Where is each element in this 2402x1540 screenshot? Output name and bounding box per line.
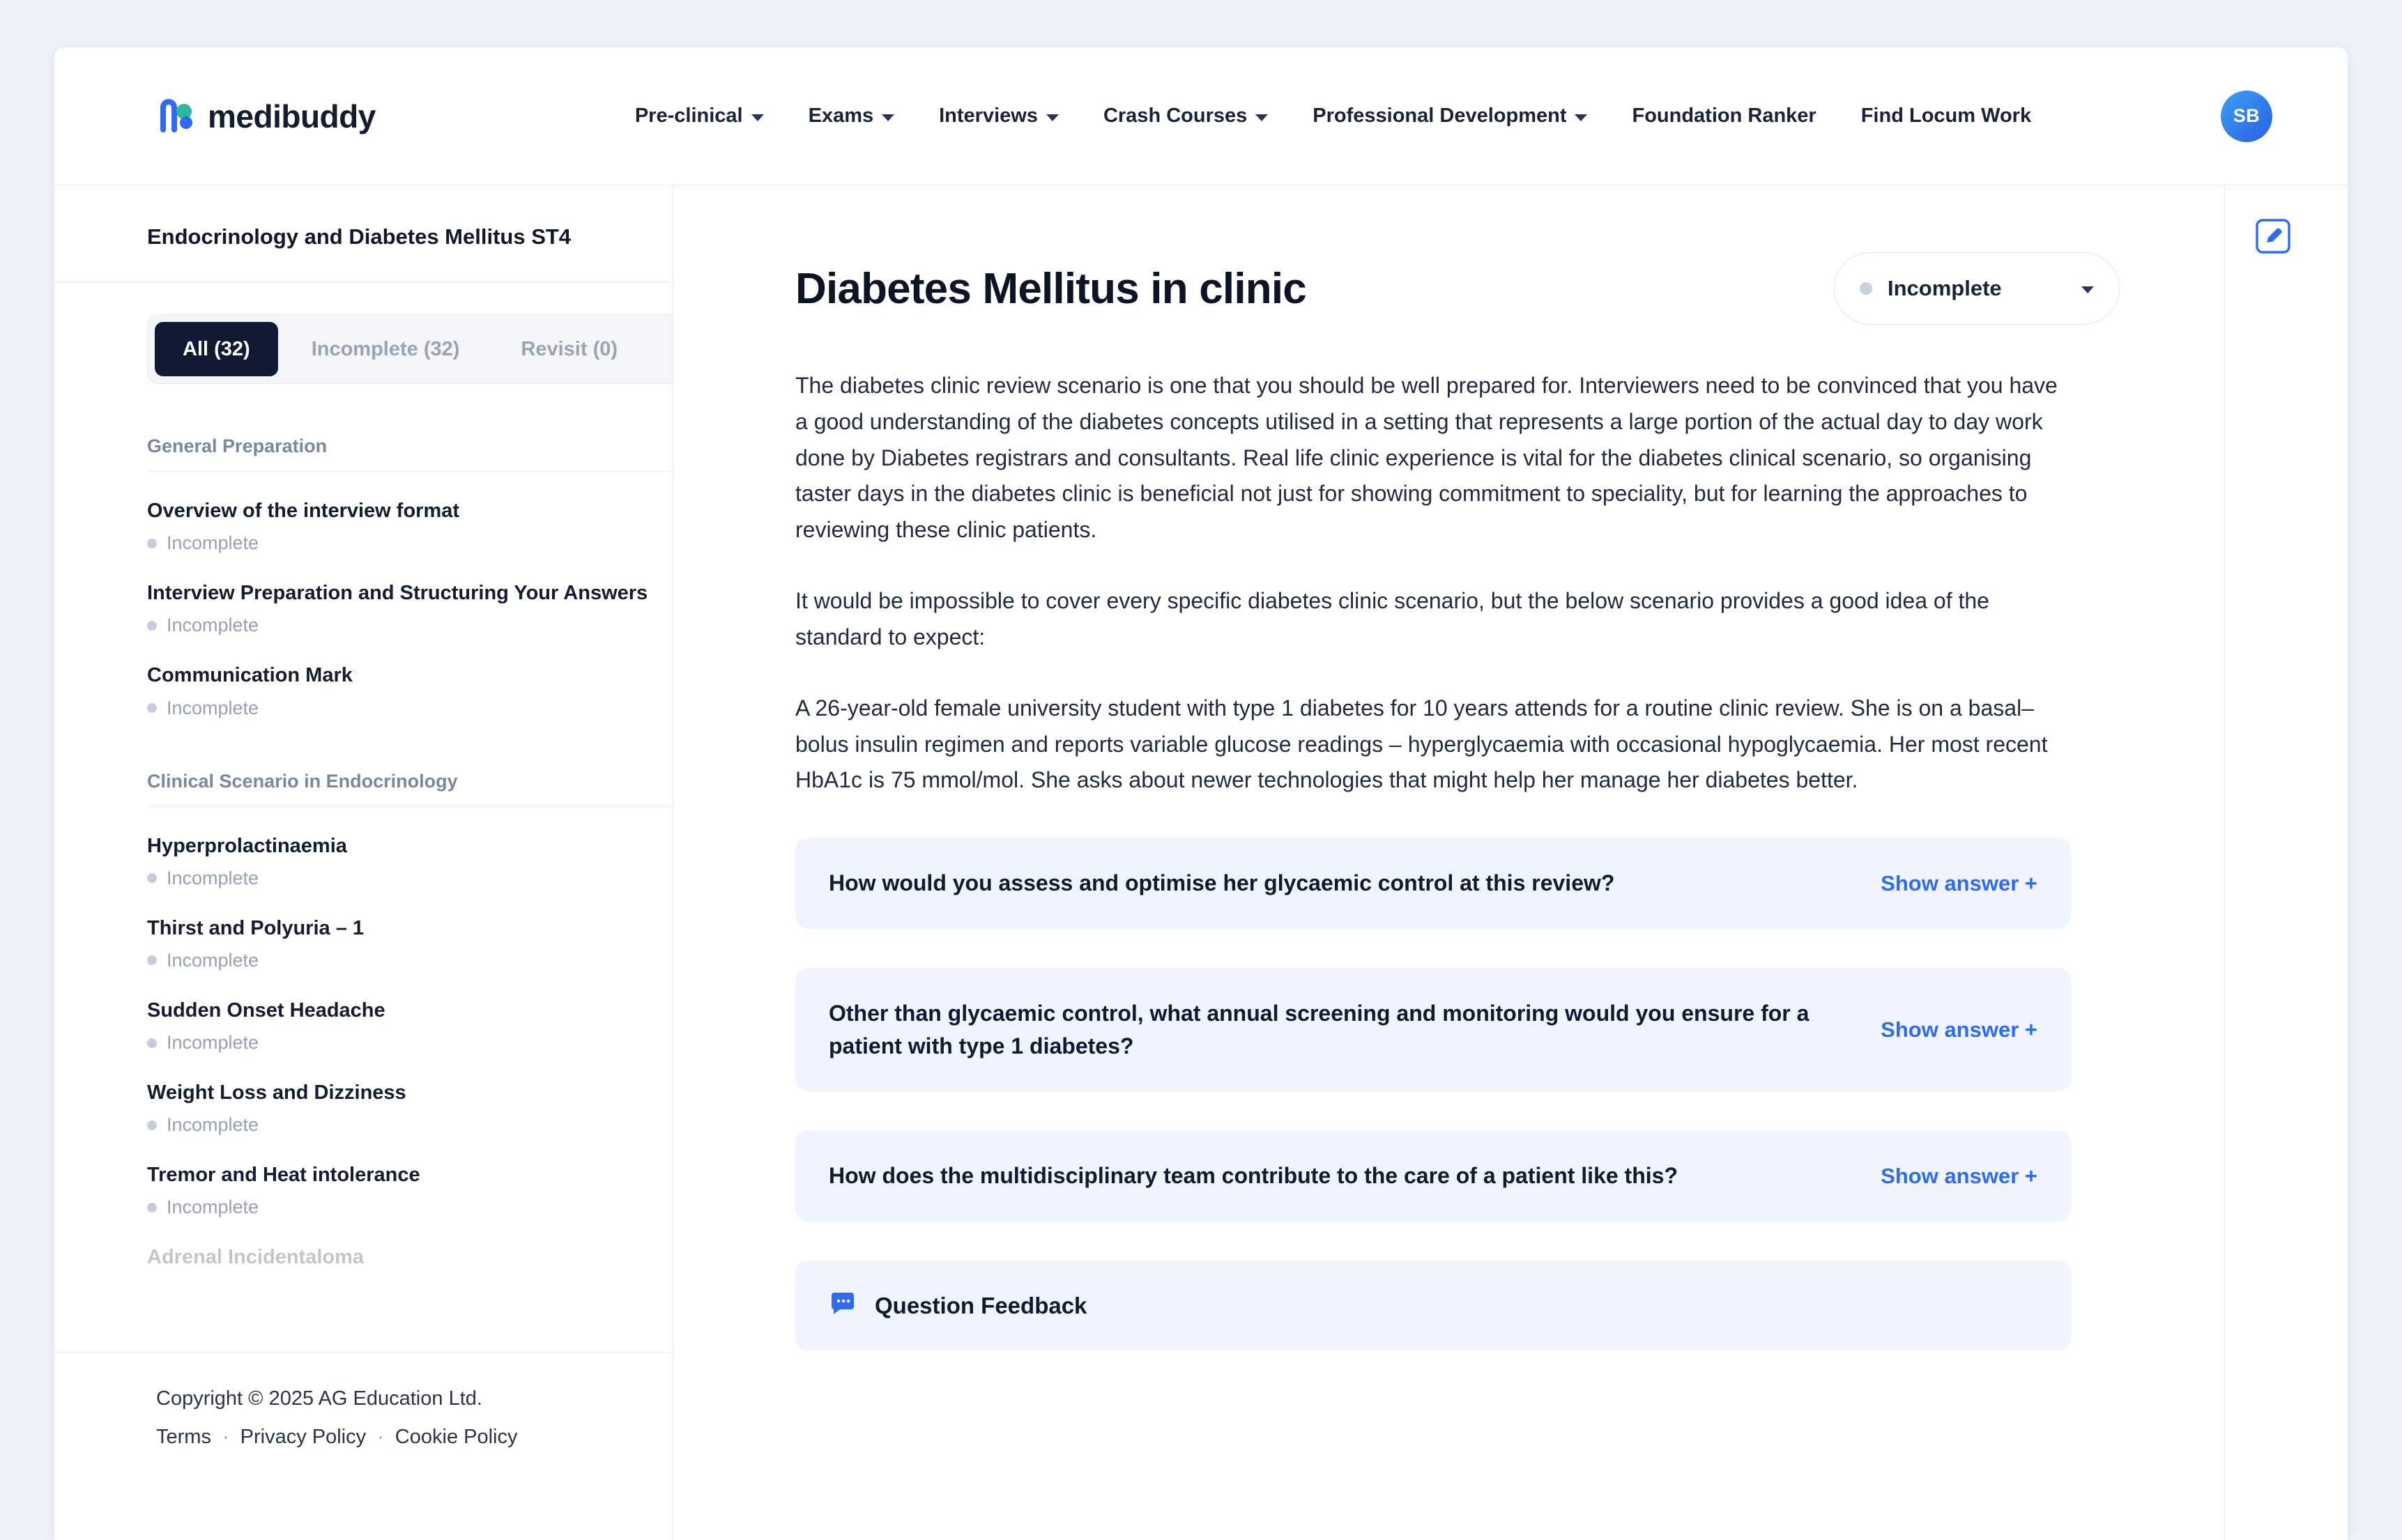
list-item[interactable] bbox=[147, 832, 673, 889]
status-badge bbox=[147, 532, 673, 554]
show-answer-button[interactable]: Show answer + bbox=[1881, 1163, 2037, 1188]
link-terms[interactable]: Terms bbox=[156, 1426, 211, 1448]
medibuddy-logo-icon bbox=[159, 98, 197, 135]
body-paragraph: It would be impossible to cover every specific diabetes clinic scenario, but the below scenario provides a good idea of the standard to expect: bbox=[795, 588, 1989, 649]
status-dot-icon bbox=[147, 1121, 157, 1130]
status-dot-icon bbox=[147, 873, 157, 883]
sidebar-topic-list[interactable] bbox=[54, 282, 673, 1352]
question-feedback-card[interactable] bbox=[795, 1261, 2071, 1350]
nav-label: Foundation Ranker bbox=[1632, 105, 1816, 127]
status-dot-icon bbox=[147, 703, 157, 713]
topic-title: Adrenal Incidentaloma bbox=[147, 1246, 365, 1269]
status-dot-icon bbox=[147, 621, 157, 631]
copyright-text: Copyright © 2025 AG Education Ltd. bbox=[156, 1387, 482, 1410]
topic-title: Hyperprolactinaemia bbox=[147, 834, 347, 857]
page-body bbox=[54, 185, 2348, 1540]
status-dot-icon bbox=[1860, 282, 1872, 295]
status-label: Incomplete bbox=[167, 615, 259, 636]
list-item[interactable] bbox=[147, 914, 673, 971]
right-rail bbox=[2225, 185, 2348, 1540]
chevron-down-icon bbox=[2081, 286, 2094, 293]
nav-item-find-locum-work[interactable] bbox=[1839, 105, 2053, 128]
nav-label: Professional Development bbox=[1313, 105, 1567, 127]
nav-label: Exams bbox=[808, 105, 874, 127]
status-dot-icon bbox=[147, 539, 157, 548]
list-item[interactable] bbox=[147, 497, 673, 554]
status-label: Incomplete bbox=[167, 1196, 259, 1218]
status-dot-icon bbox=[147, 955, 157, 965]
status-label: Incomplete bbox=[167, 532, 259, 554]
nav-item-interviews[interactable] bbox=[917, 105, 1081, 128]
comment-icon bbox=[829, 1290, 857, 1321]
nav-item-crash-courses[interactable] bbox=[1081, 105, 1290, 128]
brand-logo[interactable] bbox=[159, 98, 376, 135]
question-card[interactable] bbox=[795, 838, 2071, 929]
list-item[interactable] bbox=[147, 1161, 673, 1218]
question-feedback-label: Question Feedback bbox=[875, 1292, 1087, 1318]
topic-title: Thirst and Polyuria – 1 bbox=[147, 916, 365, 939]
sidebar-footer bbox=[54, 1352, 673, 1540]
chevron-down-icon bbox=[1575, 114, 1587, 121]
sidebar-course-title: Endocrinology and Diabetes Mellitus ST4 bbox=[54, 185, 673, 282]
nav-item-foundation-ranker[interactable] bbox=[1609, 105, 1838, 128]
list-item[interactable] bbox=[147, 1243, 673, 1272]
main-content bbox=[673, 185, 2225, 1540]
question-card[interactable] bbox=[795, 1130, 2071, 1222]
status-label: Incomplete bbox=[167, 1032, 259, 1054]
question-card[interactable] bbox=[795, 968, 2071, 1091]
group-label-general-preparation: General Preparation bbox=[147, 436, 673, 472]
body-paragraph: A 26-year-old female university student with type 1 diabetes for 10 years attends for a routine clinic review. She is on a basal–bolus insulin regimen and reports variable glucose readings – hyperglycaemia with occasional hypoglycaemia. Her most recent HbA1c is 75 mmol/mol. She asks about newer technologies that might help her manage her diabetes better. bbox=[795, 695, 2048, 793]
topic-title: Interview Preparation and Structuring Your Answers bbox=[147, 582, 648, 605]
body-paragraph: The diabetes clinic review scenario is one that you should be well prepared for. Interviewers need to be convinced that you have a good understanding of the diabetes concepts utilised in a setting that represents a large portion of the actual day to day work done by Diabetes registrars and consultants. Real life clinic experience is vital for the diabetes clinical scenario, so organising taster days in the diabetes clinic is beneficial not just for showing commitment to speciality, but for learning the approaches to reviewing these clinic patients. bbox=[795, 373, 2058, 543]
separator: · bbox=[222, 1426, 229, 1448]
filter-tabs bbox=[147, 314, 673, 384]
status-label: Incomplete bbox=[167, 697, 259, 718]
tab-revisit[interactable]: Revisit (0) bbox=[521, 337, 618, 360]
nav-item-exams[interactable] bbox=[786, 105, 917, 128]
tab-incomplete[interactable]: Incomplete (32) bbox=[311, 337, 460, 360]
chevron-down-icon bbox=[882, 114, 894, 121]
status-label: Incomplete bbox=[167, 949, 259, 971]
status-value: Incomplete bbox=[1888, 276, 2002, 300]
question-text: How does the multidisciplinary team contribute to the care of a patient like this? bbox=[829, 1163, 1678, 1189]
sidebar bbox=[54, 185, 673, 1540]
topic-title: Weight Loss and Dizziness bbox=[147, 1081, 406, 1104]
status-badge bbox=[147, 1114, 673, 1136]
list-item[interactable] bbox=[147, 1079, 673, 1136]
link-privacy-policy[interactable]: Privacy Policy bbox=[240, 1426, 367, 1448]
legal-links bbox=[156, 1426, 673, 1449]
chevron-down-icon bbox=[751, 114, 764, 121]
status-badge bbox=[147, 1196, 673, 1218]
avatar[interactable]: SB bbox=[2221, 91, 2272, 142]
top-navigation-bar bbox=[54, 47, 2348, 185]
status-label: Incomplete bbox=[167, 1114, 259, 1136]
group-label-clinical-scenario: Clinical Scenario in Endocrinology bbox=[147, 771, 673, 807]
status-dot-icon bbox=[147, 1203, 157, 1212]
topic-title: Communication Mark bbox=[147, 664, 353, 687]
status-badge bbox=[147, 1032, 673, 1054]
list-item[interactable] bbox=[147, 996, 673, 1054]
chevron-down-icon bbox=[1255, 114, 1268, 121]
status-dropdown[interactable] bbox=[1834, 252, 2120, 325]
nav-label: Crash Courses bbox=[1103, 105, 1248, 127]
edit-icon[interactable] bbox=[2251, 215, 2295, 258]
brand-name: medibuddy bbox=[208, 98, 376, 134]
link-cookie-policy[interactable]: Cookie Policy bbox=[395, 1426, 518, 1448]
topic-title: Tremor and Heat intolerance bbox=[147, 1164, 420, 1187]
status-badge bbox=[147, 698, 673, 719]
separator: · bbox=[377, 1426, 384, 1448]
question-text: How would you assess and optimise her glycaemic control at this review? bbox=[829, 870, 1615, 896]
status-dot-icon bbox=[147, 1038, 157, 1048]
list-item[interactable] bbox=[147, 661, 673, 718]
show-answer-button[interactable]: Show answer + bbox=[1881, 1017, 2037, 1042]
status-badge bbox=[147, 950, 673, 971]
page-title: Diabetes Mellitus in clinic bbox=[795, 264, 1306, 313]
status-badge bbox=[147, 868, 673, 889]
question-text: Other than glycaemic control, what annual screening and monitoring would you ensure for a patient with type 1 diabetes? bbox=[829, 1001, 1810, 1058]
list-item[interactable] bbox=[147, 579, 673, 636]
main-nav bbox=[613, 105, 2053, 128]
show-answer-button[interactable]: Show answer + bbox=[1881, 870, 2037, 895]
topic-title: Sudden Onset Headache bbox=[147, 999, 385, 1022]
app-window bbox=[54, 47, 2348, 1540]
nav-label: Interviews bbox=[939, 105, 1038, 127]
nav-item-pre-clinical[interactable] bbox=[613, 105, 786, 128]
content-header bbox=[795, 252, 2120, 325]
topic-title: Overview of the interview format bbox=[147, 500, 460, 522]
tab-all[interactable]: All (32) bbox=[155, 322, 278, 376]
nav-label: Find Locum Work bbox=[1860, 105, 2032, 127]
status-label: Incomplete bbox=[167, 867, 259, 888]
nav-item-professional-development[interactable] bbox=[1290, 105, 1609, 128]
chevron-down-icon bbox=[1046, 114, 1059, 121]
nav-label: Pre-clinical bbox=[634, 105, 743, 127]
status-badge bbox=[147, 615, 673, 636]
